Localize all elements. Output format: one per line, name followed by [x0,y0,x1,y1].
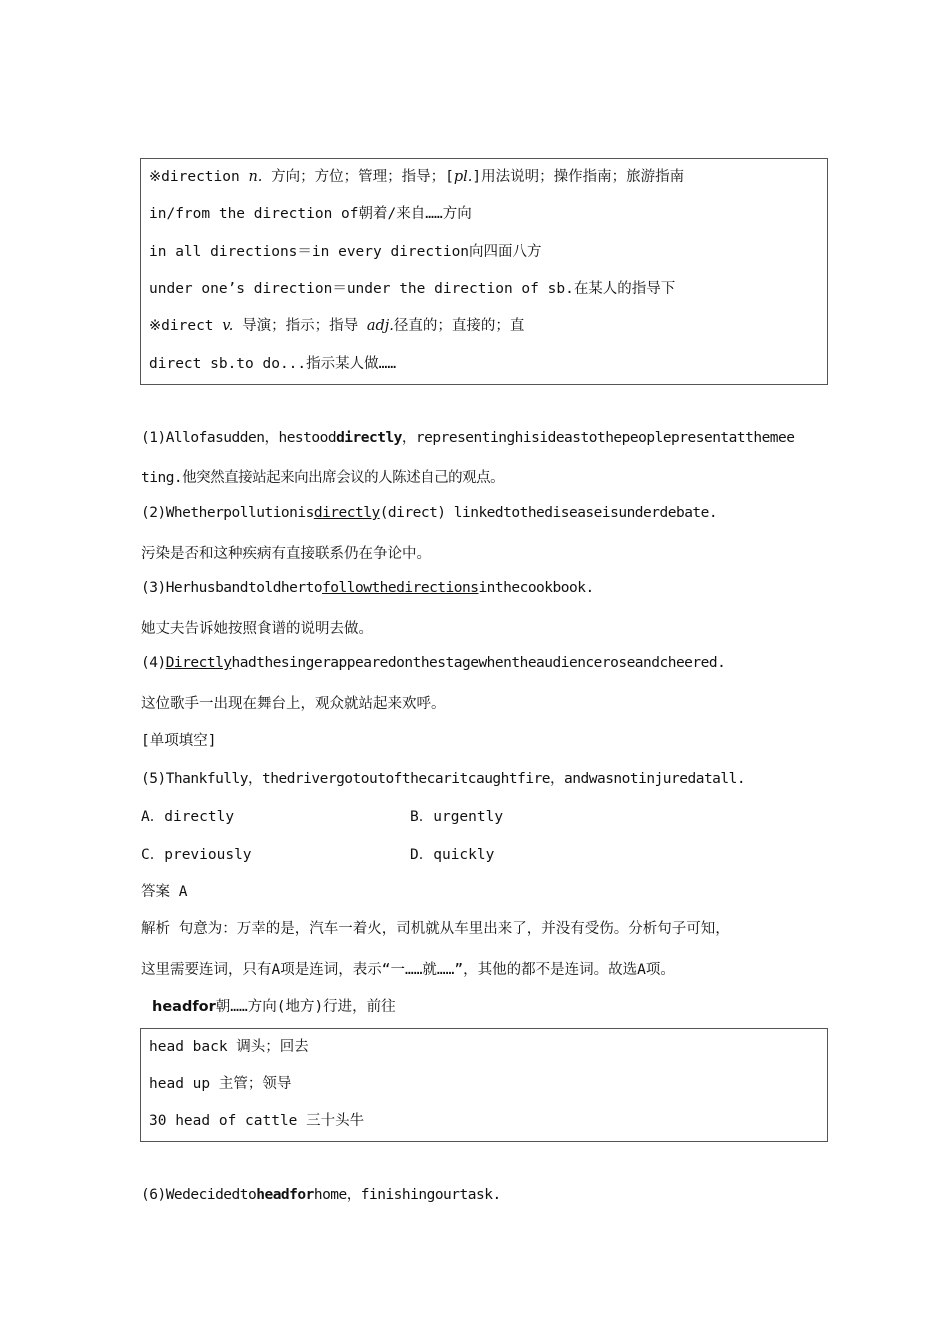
answer-value: A [178,884,188,900]
phrase-zh: 朝着/来自……方向 [358,206,472,222]
phrase-under-direction [149,277,675,298]
q4-translation: 这位歌手一出现在舞台上，观众就站起来欢呼。 [141,696,446,712]
phrase-head-back [149,1035,309,1056]
q1-text-pre: Allofasudden，hestood [165,430,337,446]
headword-direct: direct [161,318,214,334]
direct-meaning: 导演；指示；指导 [233,318,367,334]
note-mark: ※ [149,318,162,334]
direct-meaning-2: 径直的；直接的；直 [393,318,525,334]
q5-text: Thankfully，thedrivergotoutofthecaritcaughtfire，andwasnotinjuredatall. [165,771,746,787]
q3-text-pre: Herhusbandtoldherto [165,580,323,596]
phrase-en: in/from the direction of [149,206,359,222]
q3-text-post: inthecookbook. [478,580,594,596]
phrase-head-of-cattle [149,1109,364,1130]
q2-answer: directly [313,505,380,521]
q6-text-post: home，finishingourtask. [313,1187,501,1203]
direction-noun-line [149,165,684,186]
q5-option-a: A．directly [141,809,235,825]
q4-text-post: hadthesingerappearedonthestagewhentheaudienceroseandcheered. [231,655,726,671]
q6-sentence [141,1183,501,1204]
q2-translation: 污染是否和这种疾病有直接联系仍在争论中。 [141,546,431,562]
q2-text-post: (direct) linkedtothediseaseisunderdebate. [379,505,718,521]
q5-option-d: D．quickly [410,847,495,863]
phrase-direct-sb [149,352,396,373]
phrase-en: direct sb.to do... [149,356,307,372]
phrase-all-directions [149,240,542,261]
phrase-in-from-direction [149,202,472,223]
q5-answer-line [141,880,187,901]
q2-sentence [141,505,717,521]
direct-verb-line [149,314,524,335]
q1-keyword: directly [336,430,402,446]
pos-plural: pl. [453,169,473,185]
headword-direction: direction [161,169,240,185]
direction-meaning: 方向；方位；管理；指导；[ [262,169,454,185]
q3-answer: followthedirections [322,580,479,596]
q5-analysis-line-1 [141,917,730,938]
q5-sentence [141,767,745,788]
q1-sentence [141,426,795,447]
section-heading: [单项填空] [141,733,217,749]
q4-sentence [141,655,725,671]
phrase-en: 30 head of cattle [149,1113,298,1129]
direction-vocab-box [140,158,828,385]
q5-option-b: B．urgently [410,809,504,825]
phrase-zh: 主管；领导 [218,1076,292,1092]
pos-verb: v. [222,318,234,334]
q2-text-pre: Whetherpollutionis [165,505,314,521]
phrase-zh: 三十头牛 [306,1113,365,1129]
direction-meaning-2: ]用法说明；操作指南；旅游指南 [472,169,685,185]
analysis-text: 句意为：万幸的是，汽车一着火，司机就从车里出来了，并没有受伤。分析句子可知， [178,921,730,937]
q3-number: (3) [141,580,166,596]
phrase-zh: 调头；回去 [236,1039,309,1055]
q1-translation: 他突然直接站起来向出席会议的人陈述自己的观点。 [182,470,505,486]
q1-number: (1) [141,430,166,446]
head-phrases-box [140,1028,828,1142]
q3-translation: 她丈夫告诉她按照食谱的说明去做。 [141,621,373,637]
q5-analysis-line-2: 这里需要连词，只有A项是连词，表示“一……就……”，其他的都不是连词。故选A项。 [141,962,675,978]
analysis-label: 解析 [141,921,170,937]
phrase-en: head up [149,1076,211,1092]
phrase-heading [152,995,396,1016]
q5-number: (5) [141,771,166,787]
pos-adj: adj. [366,318,394,334]
q2-number: (2) [141,505,166,521]
q6-number: (6) [141,1187,166,1203]
q3-sentence [141,580,594,596]
q1-continuation [141,466,504,487]
phrase-en: in all directions＝in every direction [149,244,470,260]
phrase-meaning: 朝……方向(地方)行进，前往 [215,999,396,1015]
answer-label: 答案 [141,884,170,900]
q5-option-c: C．previously [141,847,252,863]
phrase-head-up [149,1072,291,1093]
q1-text-post: ，representinghisideastothepeoplepresentatthemee [401,430,795,446]
q4-number: (4) [141,655,166,671]
q6-keyword: headfor [256,1187,314,1203]
note-mark: ※ [149,169,162,185]
phrase-zh: 向四面八方 [469,244,542,260]
q4-answer: Directly [165,655,232,671]
phrase-en: head back [149,1039,228,1055]
phrase-zh: 指示某人做…… [306,356,397,372]
phrase-headword: headfor [152,999,216,1015]
phrase-zh: 在某人的指导下 [573,281,676,297]
q1-text-cont: ting. [141,470,183,486]
q6-text-pre: Wedecidedto [165,1187,257,1203]
pos-noun: n. [248,169,263,185]
phrase-en: under one’s direction＝under the direction of sb. [149,281,574,297]
